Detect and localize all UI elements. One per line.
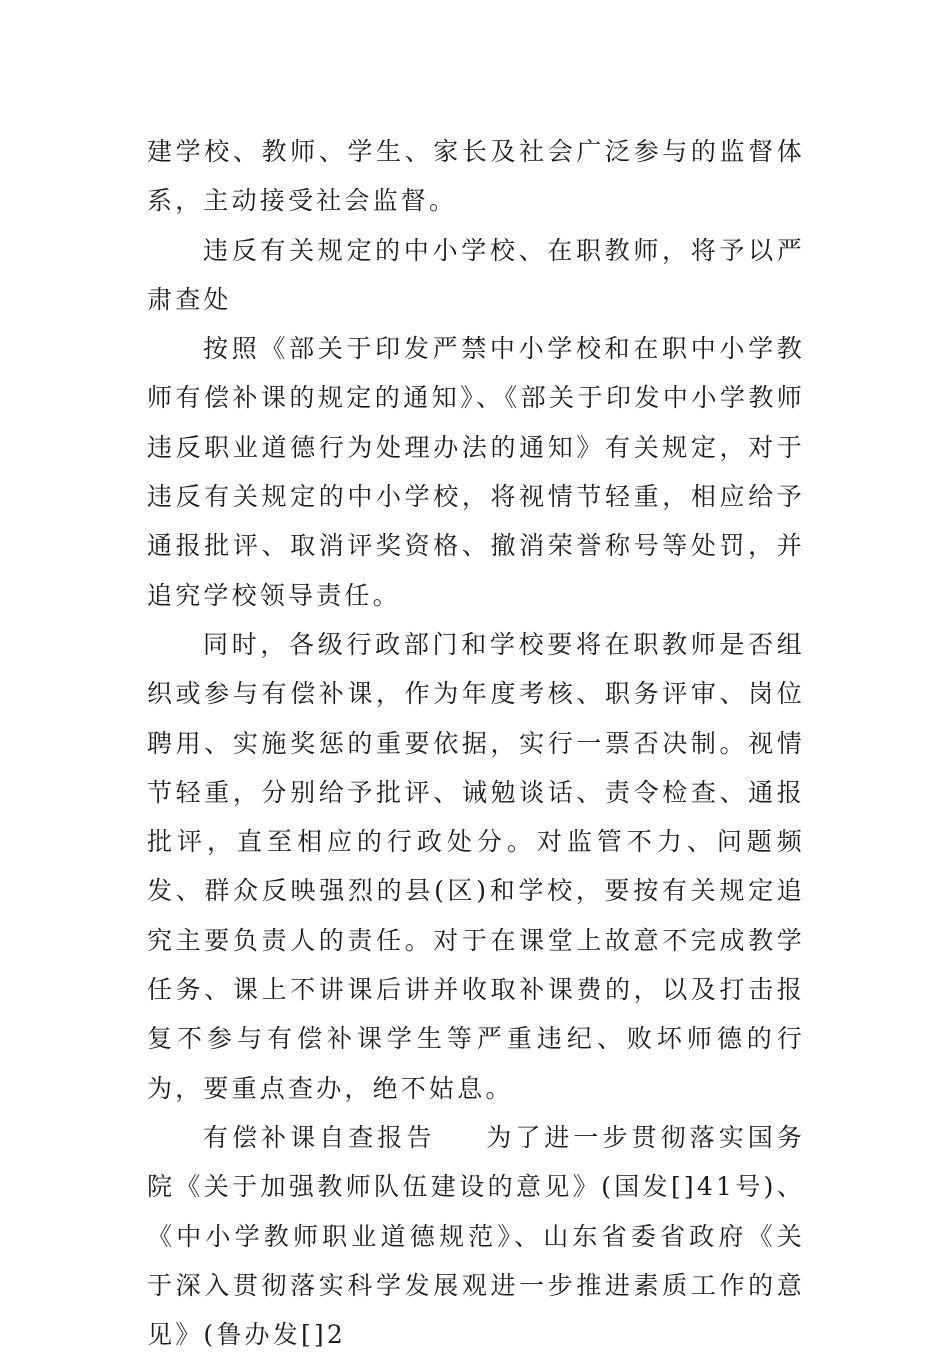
paragraph-1: 建学校、教师、学生、家长及社会广泛参与的监督体系，主动接受社会监督。 <box>147 137 805 216</box>
paragraph-3: 按照《部关于印发严禁中小学校和在职中小学教师有偿补课的规定的通知》、《部关于印发中小学教师违反职业道德行为处理办法的通知》有关规定，对于违反有关规定的中小学校，将视情节轻重，相应给予通报批评、取消评奖资格、撤消荣誉称号等处罚，并追究学校领导责任。 <box>147 334 805 610</box>
report-intro: 为了进一步贯彻落实国务院《关于加强教师队伍建设的意见》(国发[]41号)、《中小学教师职业道德规范》、山东省委省政府《关于深入贯彻落实科学发展观进一步推进素质工作的意见》(鲁办发[]2 <box>147 1122 805 1350</box>
report-heading: 有偿补课自查报告 <box>203 1122 436 1152</box>
paragraph-2: 违反有关规定的中小学校、在职教师，将予以严肃查处 <box>147 235 805 314</box>
paragraph-4: 同时，各级行政部门和学校要将在职教师是否组织或参与有偿补课，作为年度考核、职务评审、岗位聘用、实施奖惩的重要依据，实行一票否决制。视情节轻重，分别给予批评、诫勉谈话、责令检查、通报批评，直至相应的行政处分。对监管不力、问题频发、群众反映强烈的县(区)和学校，要按有关规定追究主要负责人的责任。对于在课堂上故意不完成教学任务、课上不讲课后讲并收取补课费的，以及打击报复不参与有偿补课学生等严重违纪、败坏师德的行为，要重点查办，绝不姑息。 <box>147 629 805 1103</box>
document-body <box>147 127 805 1359</box>
paragraph-5 <box>147 1113 805 1359</box>
